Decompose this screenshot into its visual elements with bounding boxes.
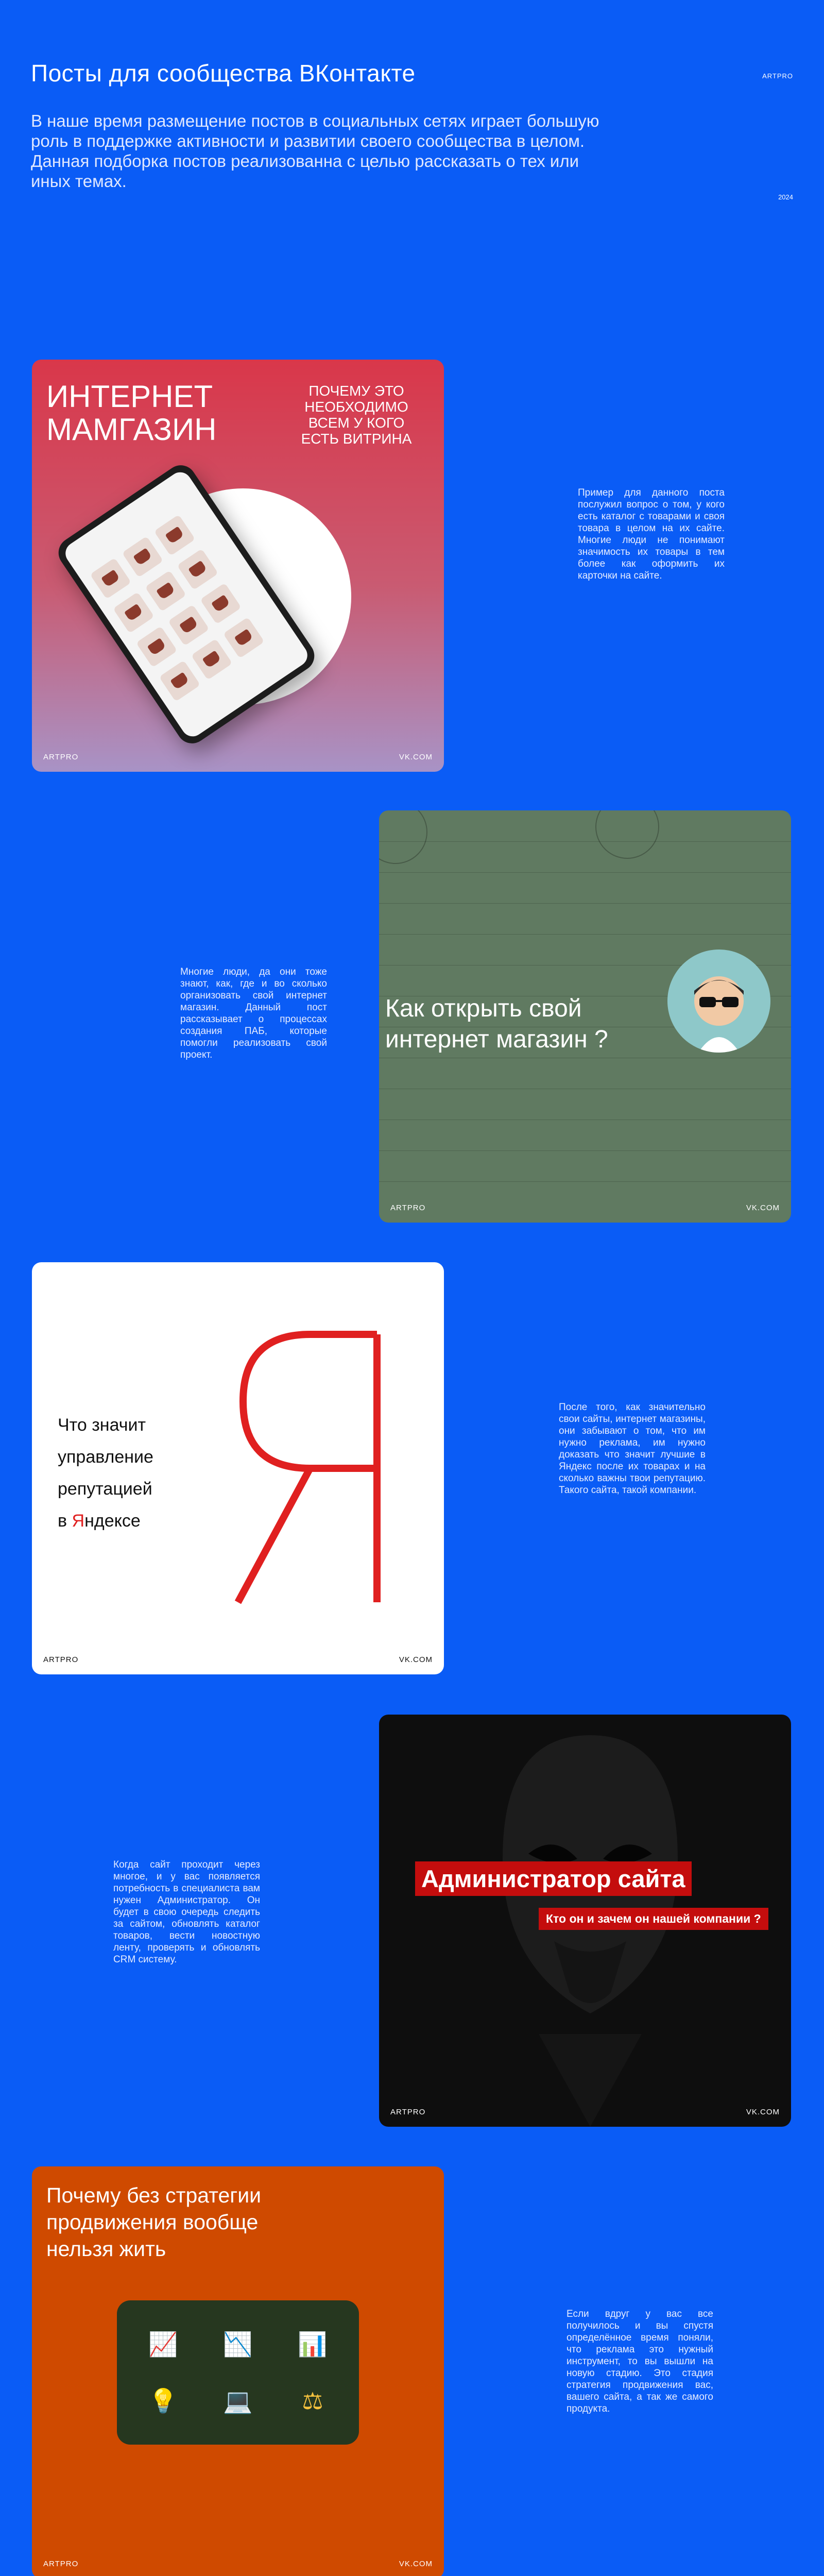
card-footer-brand: ARTPRO <box>43 753 79 761</box>
card-description: Если вдруг у вас все получилось и вы спустя определённое время поняли, что реклама это нужный инструмент, то вы вышли на новую стадию. Это стадия стратегия продвижения вас, вашего сайта, а так же самого продукта. <box>566 2309 713 2414</box>
post-card-open-store[interactable] <box>379 810 791 1223</box>
brand-label: ARTPRO <box>762 72 793 80</box>
year-label: 2024 <box>778 193 793 201</box>
chart-down-icon: 📉 <box>223 2331 253 2358</box>
post-card-promotion-strategy[interactable] <box>32 2166 444 2576</box>
card-footer-site: VK.COM <box>399 2560 433 2568</box>
post-card-online-store[interactable] <box>32 360 444 772</box>
card-footer-site: VK.COM <box>746 2108 780 2116</box>
card-description: Пример для данного поста послужил вопрос о том, у кого есть каталог с товарами и своя товара в целом на их сайте. Многие люди не понимают значимость их товары в тем более как оформить их карточки на сайте. <box>578 487 725 581</box>
card-description: Многие люди, да они тоже знают, как, где и во сколько организовать свой интернет магазин. Данный пост рассказывает о процессах создания ПАБ, которые помогли реализовать свой проект. <box>180 967 327 1060</box>
card-footer-brand: ARTPRO <box>390 1204 426 1212</box>
lightbulb-icon: 💡 <box>148 2387 178 2414</box>
page-title: Посты для сообщества ВКонтакте <box>31 60 416 87</box>
laptop-icon: 💻 <box>223 2387 253 2414</box>
bar-chart-icon: 📊 <box>298 2331 328 2358</box>
card-footer-brand: ARTPRO <box>390 2108 426 2116</box>
card-footer-site: VK.COM <box>399 1655 433 1664</box>
card-description: После того, как значительно свои сайты, интернет магазины, они забывают о том, что им нужно реклама, им нужно доказать что значит лучшие в Яндекс после их товарах и на сколько важны твои репутацию. Такого сайта, такой компании. <box>559 1402 706 1496</box>
card-subtitle: ПОЧЕМУ ЭТО НЕОБХОДИМО ВСЕМ У КОГО ЕСТЬ ВИТРИНА <box>301 383 412 447</box>
icons-board <box>117 2300 359 2445</box>
chart-up-icon: 📈 <box>148 2331 178 2358</box>
card-title: ИНТЕРНЕТ МАМГАЗИН <box>46 379 217 447</box>
avatar <box>667 950 770 1053</box>
scales-icon: ⚖ <box>302 2387 323 2414</box>
card-footer-brand: ARTPRO <box>43 1655 79 1664</box>
card-description: Когда сайт проходит через многое, и у вас появляется потребность в специалиста вам нужен Администратор. Он будет в свою очередь следить за сайтом, обновлять каталог товаров, вести новостную ленту, проверять и обновлять CRM систему. <box>113 1859 260 1965</box>
post-card-site-admin[interactable] <box>379 1715 791 2127</box>
intro-text: В наше время размещение постов в социальных сетях играет большую роль в поддержке активности и развитии своего сообщества в целом. Данная подборка постов реализованна с целью рассказать о тех или иных темах. <box>31 111 599 191</box>
post-card-yandex-reputation[interactable] <box>32 1262 444 1674</box>
card-title: Как открыть свой интернет магазин ? <box>385 995 608 1053</box>
card-footer-site: VK.COM <box>746 1204 780 1212</box>
card-subtitle: Кто он и зачем он нашей компании ? <box>539 1908 768 1930</box>
card-title: Почему без стратегии продвижения вообще нельзя жить <box>46 2183 262 2261</box>
yandex-letter-icon <box>207 1324 423 1613</box>
card-footer-site: VK.COM <box>399 753 433 761</box>
card-title: Что значит управление репутацией в Яндексе <box>58 1415 153 1531</box>
card-title: Администратор сайта <box>415 1861 692 1896</box>
card-footer-brand: ARTPRO <box>43 2560 79 2568</box>
